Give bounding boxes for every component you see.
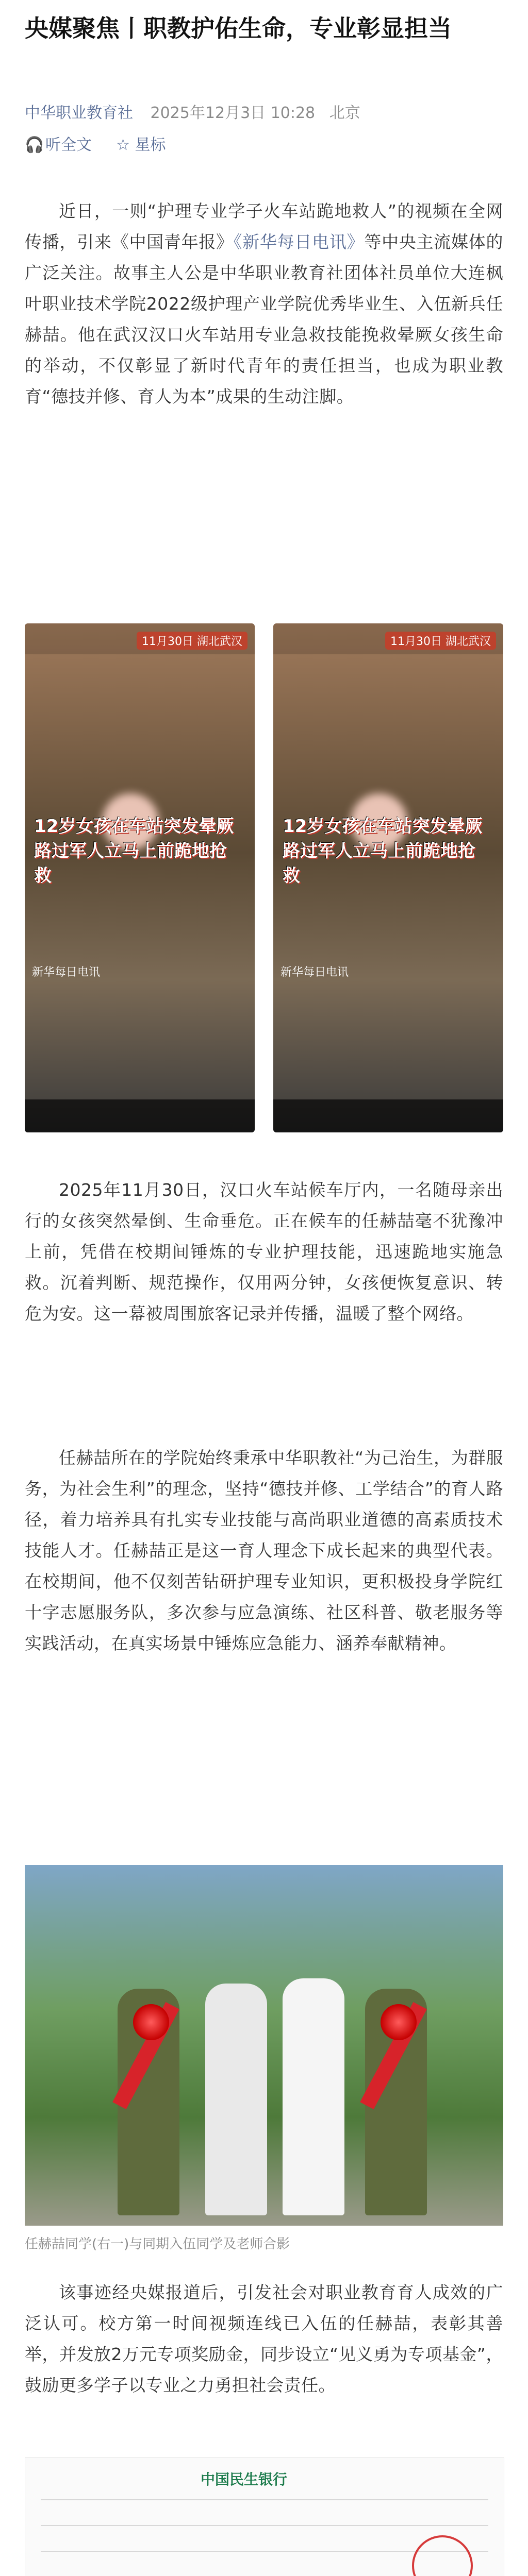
paragraph-1-text-rest: 等中央主流媒体的广泛关注。故事主人公是中华职业教育社团体社员单位大连枫叶职业技术学院2022级护理产业学院优秀毕业生、入伍新兵任赫喆。他在武汉汉口火车站用专业急救技能挽救晕厥女孩生命的举动，不仅彰显了新时代青年的责任担当，也成为职业教育“德技并修、育人为本”成果的生动注脚。 xyxy=(25,232,504,406)
bank-stamp xyxy=(412,2535,473,2576)
paragraph-4: 该事迹经央媒报道后，引发社会对职业教育育人成效的广泛认可。校方第一时间视频连线已入伍的任赫喆，表彰其善举，并发放2万元专项奖励金，同步设立“见义勇为专项基金”，鼓励更多学子以专业之力勇担社会责任。 xyxy=(25,2282,503,2395)
paragraph-1-text: 近日，一则“护理专业学子火车站跪地救人”的视频在全网传播，引来《中国青年报》 xyxy=(25,201,503,252)
paragraph-3: 任赫喆所在的学院始终秉承中华职教社“为己治生，为群服务，为社会生利”的理念，坚持“德技并修、工学结合”的育人路径，着力培养具有扎实专业技能与高尚职业道德的高素质技术技能人才。任赫喆正是这一育人理念下成长起来的典型代表。在校期间，他不仅刻苦钻研护理专业知识，更积极投身学院红十字志愿服务队，多次参与应急演练、社区科普、敬老服务等实践活动，在真实场景中锤炼应急能力、涵养奉献精神。 xyxy=(25,1448,503,1653)
xinhua-daily-link[interactable]: 《新华每日电讯》 xyxy=(233,232,365,252)
article-title: 央媒聚焦丨职教护佑生命，专业彰显担当 xyxy=(25,14,452,42)
listen-button[interactable] xyxy=(25,135,92,156)
paragraph-1 xyxy=(25,196,503,412)
video-account: 新华每日电讯 xyxy=(280,966,349,979)
video-headline: 12岁女孩在车站突发晕厥 路过军人立马上前跪地抢救 xyxy=(34,816,234,886)
star-button[interactable] xyxy=(114,135,166,156)
group-photo xyxy=(25,1865,503,2226)
video-headline: 12岁女孩在车站突发晕厥 路过军人立马上前跪地抢救 xyxy=(283,816,483,886)
date-badge: 11月30日 湖北武汉 xyxy=(137,632,248,650)
account-name-link[interactable]: 中华职业教育社 xyxy=(25,104,133,122)
photo-caption: 任赫喆同学(右一)与同期入伍同学及老师合影 xyxy=(25,2236,290,2252)
article-meta xyxy=(25,103,503,124)
listen-label: 听全文 xyxy=(45,136,92,154)
publish-date: 2025年12月3日 10:28 xyxy=(150,104,316,122)
bank-logo: 中国民生银行 xyxy=(201,2471,288,2488)
paragraph-2: 2025年11月30日，汉口火车站候车厅内，一名随母亲出行的女孩突然晕倒、生命垂危。正在候车的任赫喆毫不犹豫冲上前，凭借在校期间锤炼的专业护理技能，迅速跪地实施急救。沉着判断、规范操作，仅用两分钟，女孩便恢复意识、转危为安。这一幕被周围旅客记录并传播，温暖了整个网络。 xyxy=(25,1180,503,1324)
star-icon: ☆ xyxy=(116,136,130,154)
video-account: 新华每日电讯 xyxy=(32,966,101,979)
star-label: 星标 xyxy=(135,136,166,154)
publish-location: 北京 xyxy=(329,104,360,122)
headphones-icon: 🎧 xyxy=(25,136,44,154)
date-badge: 11月30日 湖北武汉 xyxy=(385,632,496,650)
bank-receipt-image xyxy=(25,2458,504,2576)
video-screenshot-left xyxy=(25,623,255,1132)
article-actions xyxy=(25,135,184,156)
video-screenshot-right xyxy=(273,623,503,1132)
